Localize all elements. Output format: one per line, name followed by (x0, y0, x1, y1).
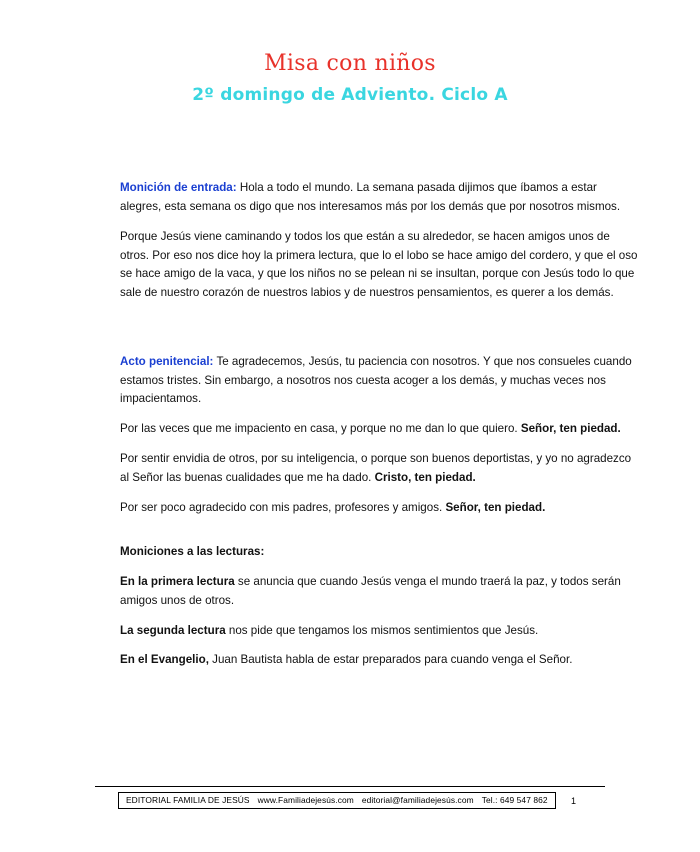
page-subtitle: 2º domingo de Adviento. Ciclo A (192, 85, 508, 106)
footer-email[interactable]: editorial@familiadejesús.com (361, 795, 474, 805)
emphasis (445, 501, 545, 514)
paragraph-text: Por ser poco agradecido con mis padres, profesores y amigos. Señor, ten piedad. (120, 500, 546, 514)
emphasis (521, 422, 621, 435)
paragraph-text: En la primera lectura se anuncia que cuando Jesús venga el mundo traerá la paz, y todos serán amigos unos de otros. (120, 575, 621, 607)
paragraph-text: Por las veces que me impaciento en casa, y porque no me dan lo que quiero. Señor, ten piedad. (120, 422, 621, 436)
paragraph (120, 420, 638, 439)
paragraph (120, 622, 638, 641)
footer-divider (95, 786, 605, 787)
paragraph-text: La segunda lectura nos pide que tengamos los mismos sentimientos que Jesús. (120, 623, 539, 637)
section-moniciones-lecturas (120, 543, 638, 670)
paragraph (120, 499, 638, 518)
paragraph (120, 179, 638, 217)
emphasis: En el Evangelio, (120, 653, 209, 667)
section-acto-penitencial (120, 353, 638, 517)
paragraph-text: Te agradecemos, Jesús, tu paciencia con nosotros. Y que nos consueles cuando estamos tristes. Sin embargo, a nosotros nos cuesta acoger a los demás, y muchas veces nos impacientamos. (120, 354, 632, 406)
footer-phone: Tel.: 649 547 862 (481, 795, 548, 805)
paragraph-text: En el Evangelio, Juan Bautista habla de estar preparados para cuando venga el Señor. (120, 653, 573, 667)
emphasis: Señor, ten piedad. (520, 422, 621, 436)
paragraph: Porque Jesús viene caminando y todos los que están a su alrededor, se hacen amigos unos de otros. Por eso nos dice hoy la primera lectura, que lo el lobo se hace amigo del cordero, y que el oso se hace amigo de la vaca, y que los niños no se pelean ni se insultan, porque con Jesús todo lo que sale de nuestro corazón de nuestros labios y de nuestros pensamientos, es querer a los demás. (120, 229, 638, 300)
emphasis: Señor, ten piedad. (445, 500, 546, 514)
page-title: Misa con niños (264, 51, 436, 76)
page-number: 1 (570, 796, 576, 806)
emphasis: La segunda lectura (120, 623, 226, 637)
paragraph (120, 353, 638, 409)
paragraph (120, 651, 638, 670)
paragraph-text: Hola a todo el mundo. La semana pasada dijimos que íbamos a estar alegres, esta semana os digo que nos interesamos más por los demás que por nosotros mismos. (120, 181, 621, 213)
document-page (0, 52, 700, 852)
footer-imprint (118, 792, 556, 809)
title-block (0, 52, 700, 105)
emphasis: En la primera lectura (120, 575, 235, 589)
footer-website[interactable]: www.Familiadejesús.com (257, 795, 354, 805)
page-footer (0, 786, 700, 816)
paragraph (120, 573, 638, 611)
spacer (120, 319, 638, 331)
section-heading-monicion-entrada: Monición de entrada: (120, 181, 237, 195)
section-heading-moniciones-lecturas: Moniciones a las lecturas: (120, 545, 265, 559)
paragraph (120, 450, 638, 488)
footer-publisher: EDITORIAL FAMILIA DE JESÚS (126, 795, 250, 805)
section-monicion-entrada (120, 179, 638, 303)
section-heading-acto-penitencial: Acto penitencial: (120, 354, 214, 368)
document-content (0, 179, 700, 670)
paragraph-text: Por sentir envidia de otros, por su inteligencia, o porque son buenos deportistas, y yo no agradezco al Señor las buenas cualidades que me ha dado. Cristo, ten piedad. (120, 452, 632, 484)
emphasis: Cristo, ten piedad. (374, 470, 476, 484)
